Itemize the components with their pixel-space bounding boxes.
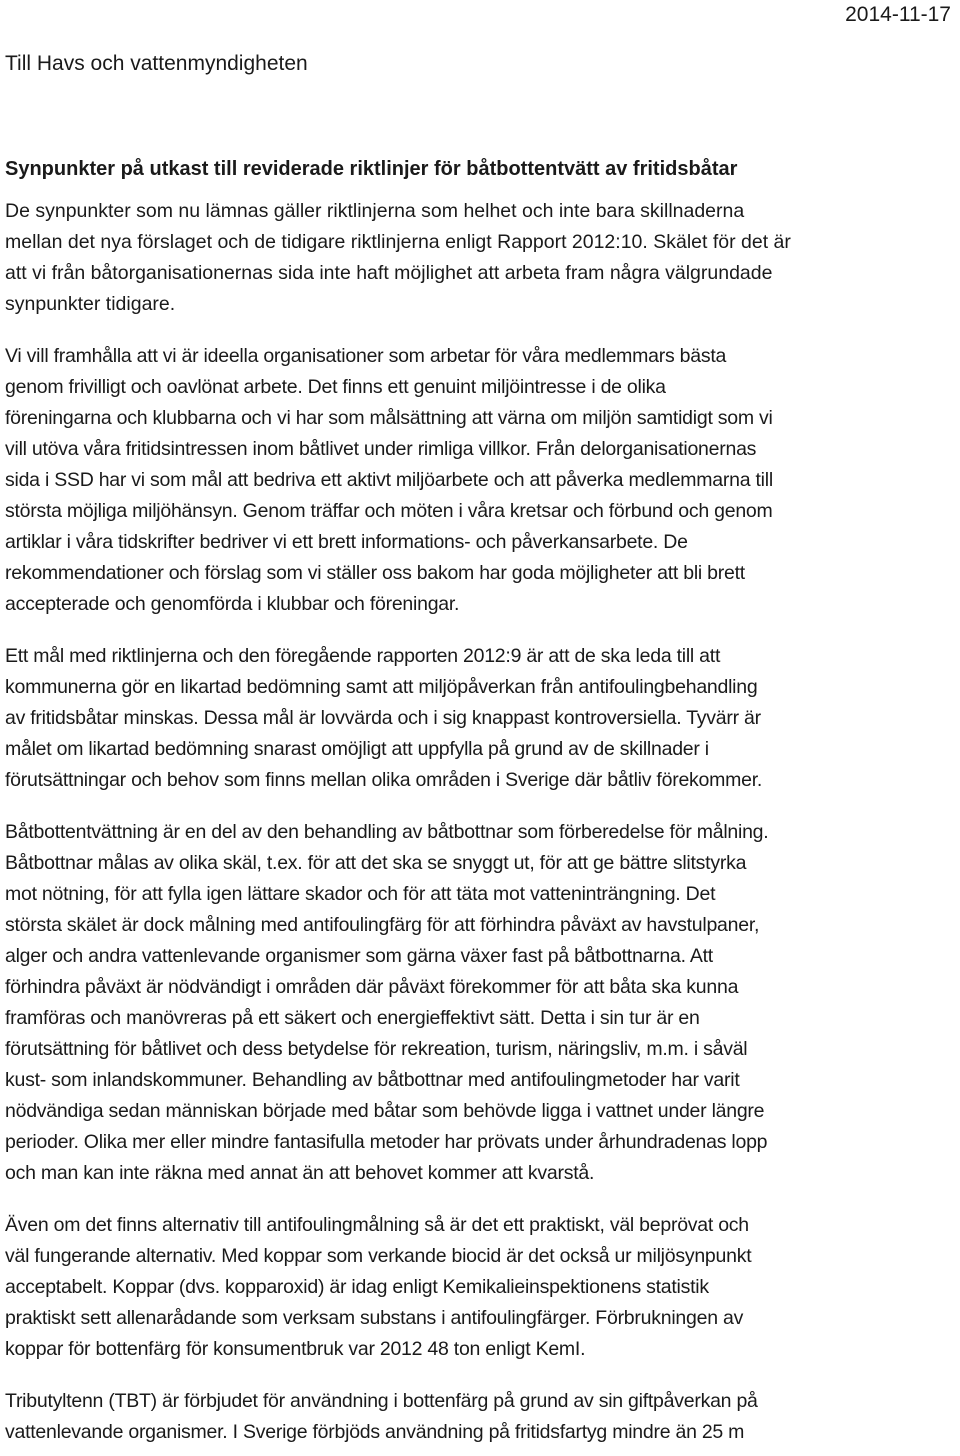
paragraph-line: artiklar i våra tidskrifter bedriver vi ett brett informations- och påverkansarbete. De — [5, 531, 688, 553]
paragraph-line: De synpunkter som nu lämnas gäller riktlinjerna som helhet och inte bara skillnaderna — [5, 200, 745, 222]
paragraph-line: mellan det nya förslaget och de tidigare riktlinjerna enligt Rapport 2012:10. Skälet för det är — [5, 231, 791, 253]
paragraph-line: rekommendationer och förslag som vi ställer oss bakom har goda möjligheter att bli brett — [5, 562, 745, 584]
paragraph-1 — [5, 196, 960, 320]
paragraph-line: alger och andra vattenlevande organismer som gärna växer fast på båtbottnarna. Att — [5, 945, 713, 967]
paragraph-line: väl fungerande alternativ. Med koppar som verkande biocid är det också ur miljösynpunkt — [5, 1245, 752, 1267]
paragraph-line: att vi från båtorganisationernas sida inte haft möjlighet att arbeta fram några välgrundade — [5, 262, 773, 284]
paragraph-line: förutsättningar och behov som finns mellan olika områden i Sverige där båtliv förekommer. — [5, 769, 763, 791]
paragraph-line: acceptabelt. Koppar (dvs. kopparoxid) är idag enligt Kemikalieinspektionens statistik — [5, 1276, 709, 1298]
paragraph-line: vattenlevande organismer. I Sverige förbjöds användning på fritidsfartyg mindre än 25 m — [5, 1421, 745, 1443]
paragraph-line: vill utöva våra fritidsintressen inom båtlivet under rimliga villkor. Från delorganisationernas — [5, 438, 757, 460]
paragraph-line: accepterade och genomförda i klubbar och föreningar. — [5, 593, 460, 615]
paragraph-3 — [5, 641, 960, 796]
paragraph-line: Ett mål med riktlinjerna och den föregående rapporten 2012:9 är att de ska leda till att — [5, 645, 721, 667]
paragraph-line: föreningarna och klubbarna och vi har som målsättning att värna om miljön samtidigt som vi — [5, 407, 773, 429]
paragraph-5 — [5, 1210, 960, 1365]
paragraph-6 — [5, 1386, 960, 1448]
letter-body — [5, 154, 960, 1456]
paragraph-line: synpunkter tidigare. — [5, 293, 176, 315]
paragraph-line: koppar för bottenfärg för konsumentbruk var 2012 48 ton enligt KemI. — [5, 1338, 586, 1360]
paragraph-line: sida i SSD har vi som mål att bedriva ett aktivt miljöarbete och att påverka medlemmarna till — [5, 469, 773, 491]
paragraph-line: av fritidsbåtar minskas. Dessa mål är lovvärda och i sig knappast kontroversiella. Tyvärr är — [5, 707, 761, 729]
paragraph-line: och man kan inte räkna med annat än att behovet kommer att kvarstå. — [5, 1162, 595, 1184]
paragraph-line: framföras och manövreras på ett säkert och energieffektivt sätt. Detta i sin tur är en — [5, 1007, 700, 1029]
paragraph-line: nödvändiga sedan människan började med båtar som behövde ligga i vattnet under längre — [5, 1100, 765, 1122]
paragraph-line: målet om likartad bedömning snarast omöjligt att uppfylla på grund av de skillnader i — [5, 738, 709, 760]
paragraph-line: största skälet är dock målning med antifoulingfärg för att förhindra påväxt av havstulpaner, — [5, 914, 760, 936]
document-title: Synpunkter på utkast till reviderade riktlinjer för båtbottentvätt av fritidsbåtar — [5, 158, 738, 180]
paragraph-line: största möjliga miljöhänsyn. Genom träffar och möten i våra kretsar och förbund och genom — [5, 500, 773, 522]
paragraph-line: Även om det finns alternativ till antifoulingmålning så är det ett praktiskt, väl beprövat och — [5, 1214, 749, 1236]
paragraph-line: kommunerna gör en likartad bedömning samt att miljöpåverkan från antifoulingbehandling — [5, 676, 758, 698]
paragraph-line: mot nötning, för att fylla igen lättare skador och för att täta mot vatteninträngning. Det — [5, 883, 716, 905]
paragraph-line: genom frivilligt och oavlönat arbete. Det finns ett genuint miljöintresse i de olika — [5, 376, 666, 398]
paragraph-line: Båtbottentvättning är en del av den behandling av båtbottnar som förberedelse för målning. — [5, 821, 769, 843]
paragraph-line: förhindra påväxt är nödvändigt i områden där påväxt förekommer för att båta ska kunna — [5, 976, 739, 998]
paragraph-line: kust- som inlandskommuner. Behandling av båtbottnar med antifoulingmetoder har varit — [5, 1069, 740, 1091]
letter-date: 2014-11-17 — [845, 3, 951, 26]
paragraph-line: Tributyltenn (TBT) är förbjudet för användning i bottenfärg på grund av sin giftpåverkan på — [5, 1390, 758, 1412]
paragraph-line: Båtbottnar målas av olika skäl, t.ex. för att det ska se snyggt ut, för att ge bättre slitstyrka — [5, 852, 747, 874]
paragraph-line: förutsättning för båtlivet och dess betydelse för rekreation, turism, näringsliv, m.m. i såväl — [5, 1038, 748, 1060]
paragraph-2 — [5, 341, 960, 620]
paragraph-4 — [5, 817, 960, 1189]
paragraph-line: perioder. Olika mer eller mindre fantasifulla metoder har prövats under århundradenas lopp — [5, 1131, 768, 1153]
paragraph-line: praktiskt sett allenarådande som verksam substans i antifoulingfärger. Förbrukningen av — [5, 1307, 744, 1329]
paragraph-line: Vi vill framhålla att vi är ideella organisationer som arbetar för våra medlemmars bästa — [5, 345, 727, 367]
recipient-line: Till Havs och vattenmyndigheten — [5, 52, 308, 75]
